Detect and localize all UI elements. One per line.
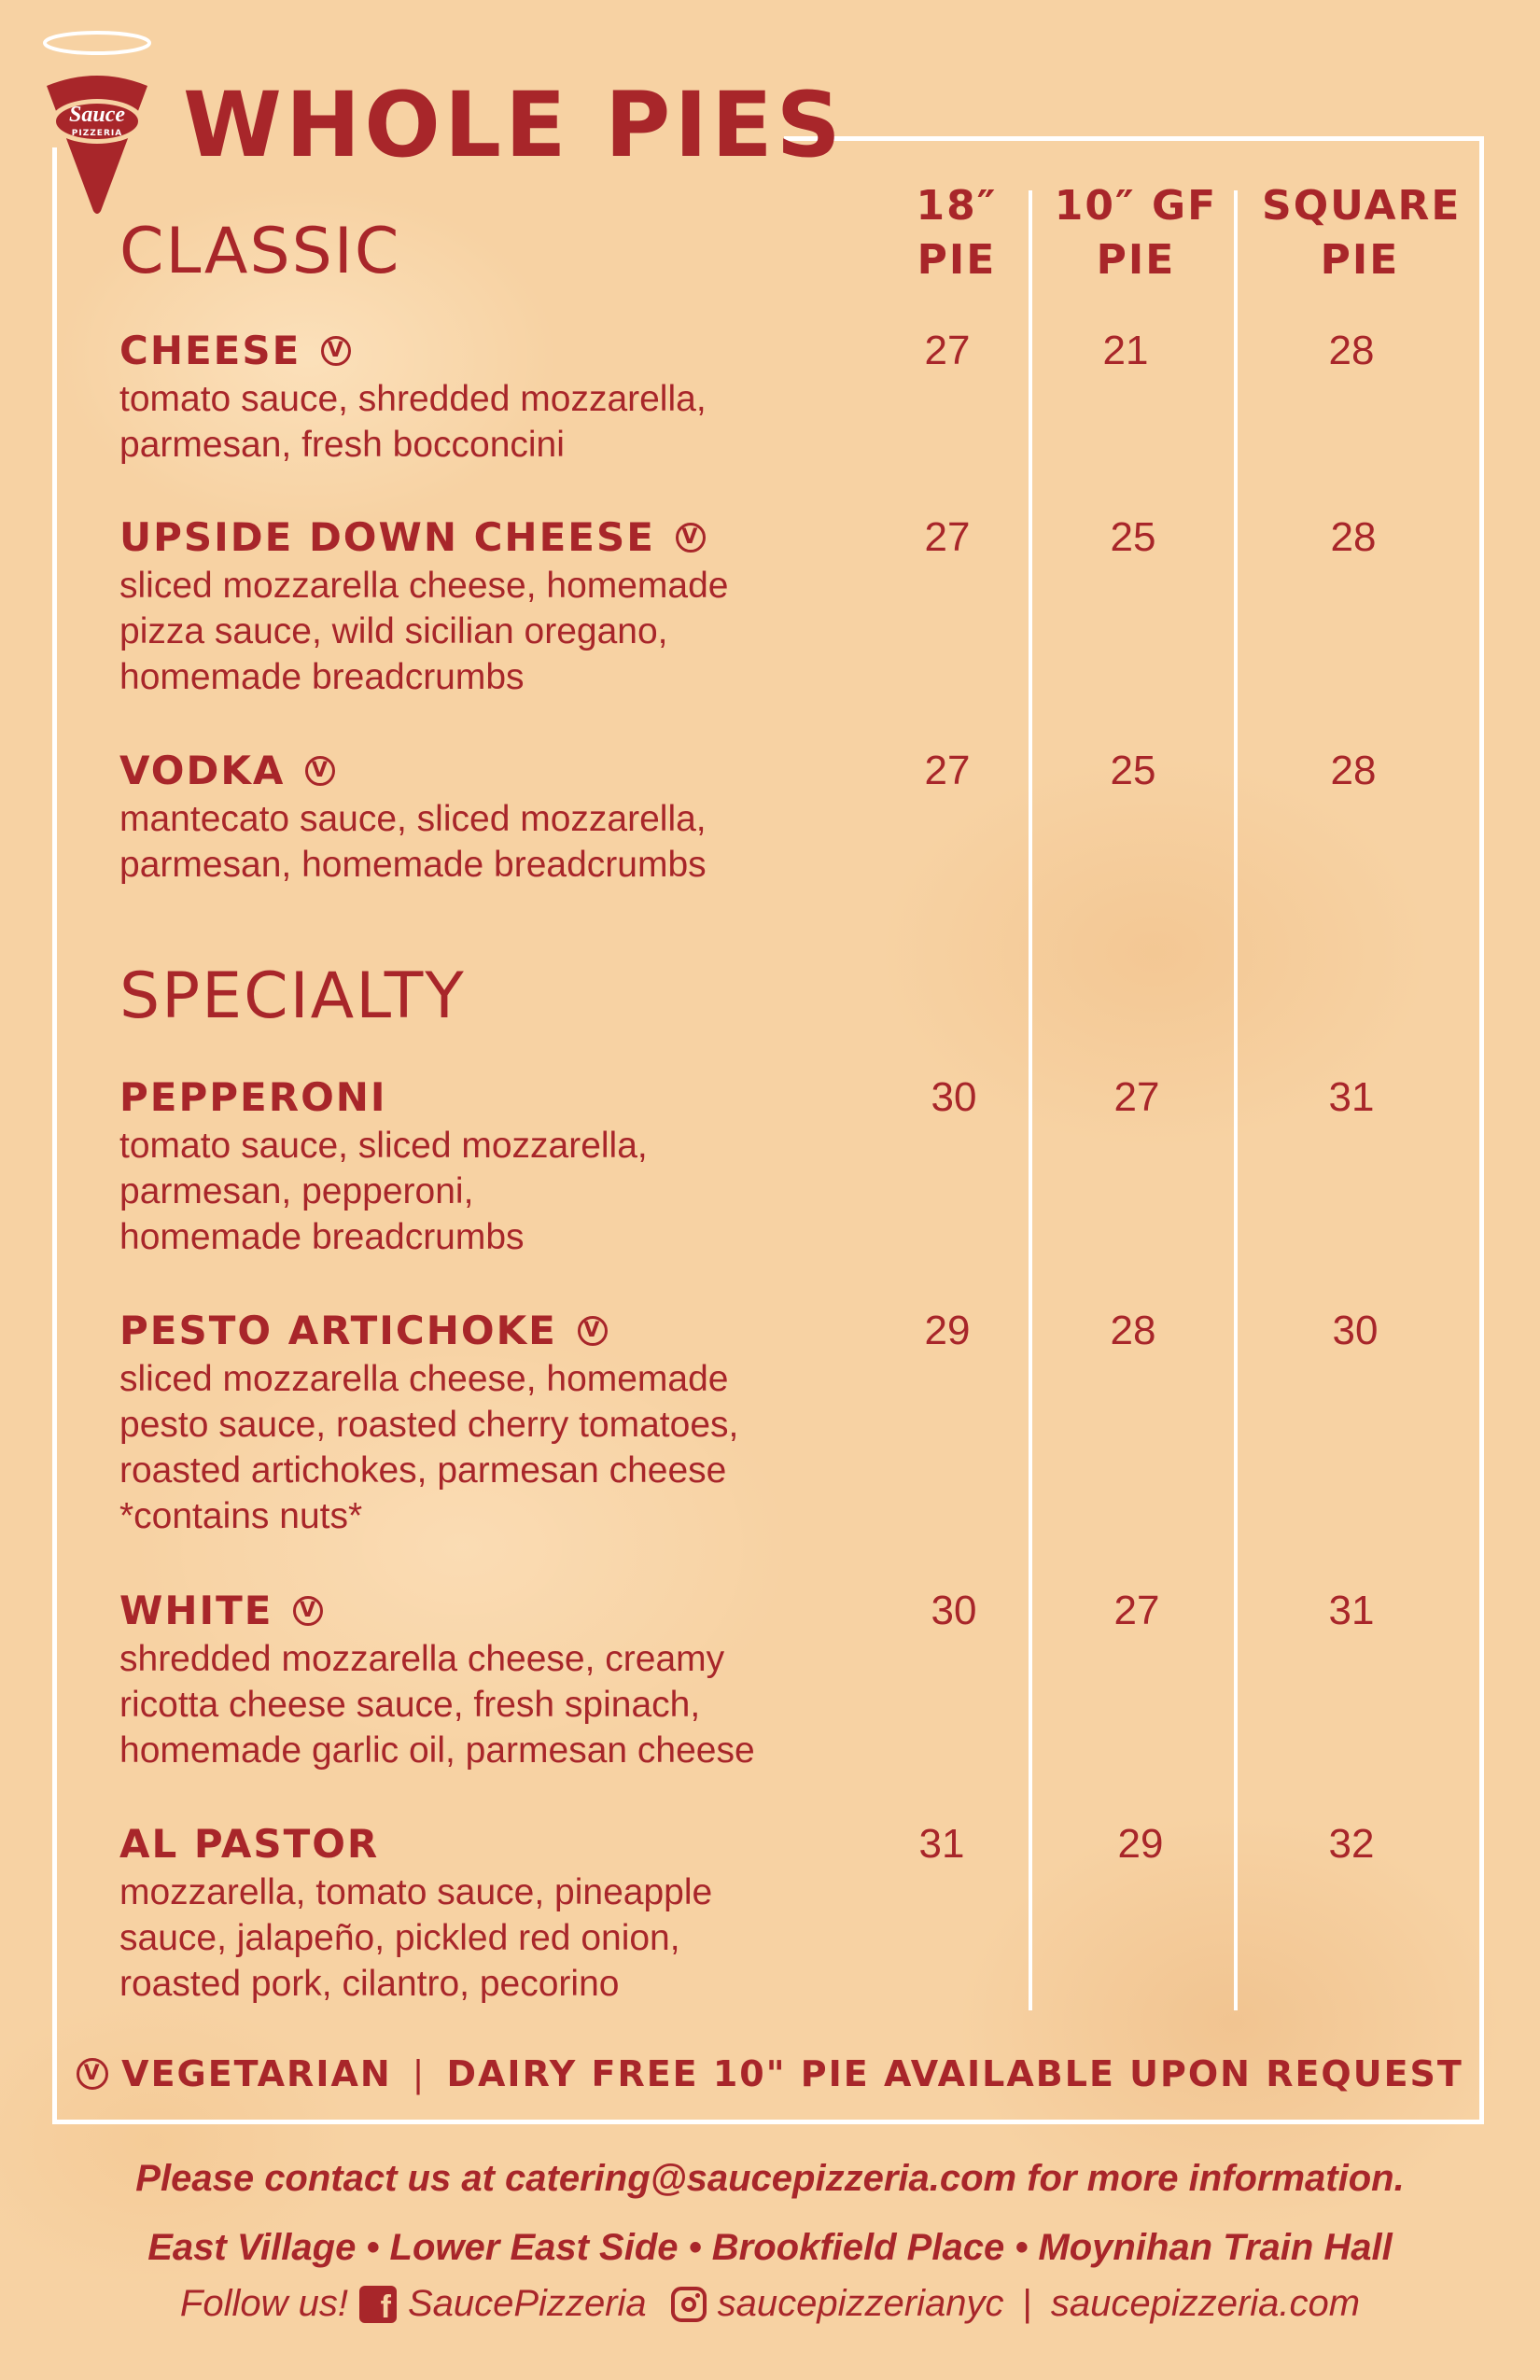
legend [0, 2053, 1540, 2094]
price-square-pie: 28 [1330, 748, 1377, 793]
footer-contact: Please contact us at catering@saucepizzeria.com for more information. [135, 2158, 1405, 2199]
vegetarian-icon: V [676, 523, 706, 553]
price-square-pie: 32 [1328, 1821, 1375, 1867]
price-10-gf-pie: 28 [1110, 1308, 1156, 1353]
website-link[interactable]: saucepizzeria.com [1050, 2283, 1361, 2324]
legend-dairy-free-note: DAIRY FREE 10" PIE AVAILABLE UPON REQUEST [446, 2053, 1463, 2094]
follow-label: Follow us! [179, 2283, 348, 2324]
menu-item-al-pastor [119, 1821, 922, 2007]
price-10-gf-pie: 25 [1110, 514, 1156, 560]
footer-locations: East Village • Lower East Side • Brookfield Place • Moynihan Train Hall [147, 2227, 1393, 2268]
sauce-logo-icon [35, 28, 157, 215]
menu-item-vodka [119, 748, 922, 888]
vegetarian-icon: V [578, 1316, 608, 1346]
facebook-icon: f [359, 2286, 397, 2323]
price-square-pie: 28 [1330, 514, 1377, 560]
legend-separator: | [412, 2053, 427, 2094]
footer-follow [0, 2283, 1540, 2325]
svg-text:PIZZERIA: PIZZERIA [71, 129, 123, 138]
price-square-pie: 31 [1328, 1588, 1375, 1633]
column-header-square-pie: SQUARE PIE [1262, 182, 1462, 284]
item-description: mozzarella, tomato sauce, pineapple sauce, jalapeño, pickled red onion, roasted pork, cilantro, pecorino [119, 1872, 713, 2004]
price-square-pie: 31 [1328, 1074, 1375, 1120]
price-18-pie: 29 [924, 1308, 971, 1353]
price-10-gf-pie: 21 [1102, 328, 1149, 373]
price-10-gf-pie: 25 [1110, 748, 1156, 793]
svg-text:Sauce: Sauce [69, 103, 125, 127]
menu-item-white [119, 1588, 922, 1773]
facebook-handle[interactable]: SaucePizzeria [407, 2283, 647, 2324]
price-18-pie: 27 [924, 514, 971, 560]
vegetarian-icon: V [77, 2058, 108, 2090]
item-name: CHEESE [119, 328, 301, 373]
column-header-10-gf-pie: 10″ GF PIE [1054, 182, 1218, 284]
item-name: UPSIDE DOWN CHEESE [119, 514, 655, 560]
item-name: VODKA [119, 748, 286, 793]
instagram-icon [671, 2287, 707, 2322]
price-18-pie: 31 [918, 1821, 965, 1867]
item-description: sliced mozzarella cheese, homemade pizza sauce, wild sicilian oregano, homemade breadcrumbs [119, 566, 729, 697]
legend-vegetarian: VEGETARIAN [121, 2053, 392, 2094]
menu-item-upside-down-cheese [119, 514, 922, 700]
price-square-pie: 28 [1328, 328, 1375, 373]
price-10-gf-pie: 27 [1113, 1074, 1160, 1120]
item-description: tomato sauce, shredded mozzarella, parmesan, fresh bocconcini [119, 379, 707, 465]
vegetarian-icon: V [321, 336, 351, 366]
menu-item-pesto-artichoke [119, 1308, 922, 1539]
column-divider-2 [1234, 190, 1238, 2010]
price-10-gf-pie: 27 [1113, 1588, 1160, 1633]
menu-item-cheese [119, 328, 922, 468]
menu-item-pepperoni [119, 1074, 922, 1260]
section-heading-specialty: SPECIALTY [119, 959, 466, 1033]
price-18-pie: 30 [931, 1588, 977, 1633]
footer-separator: | [1022, 2283, 1032, 2324]
column-header-18-pie: 18″ PIE [916, 182, 998, 284]
item-name: PEPPERONI [119, 1074, 387, 1120]
vegetarian-icon: V [305, 756, 335, 786]
item-description: sliced mozzarella cheese, homemade pesto sauce, roasted cherry tomatoes, roasted artichokes, parmesan cheese *contains nuts* [119, 1359, 739, 1536]
price-18-pie: 27 [924, 328, 971, 373]
item-name: WHITE [119, 1588, 273, 1633]
instagram-handle[interactable]: saucepizzerianyc [717, 2283, 1004, 2324]
section-heading-classic: CLASSIC [119, 215, 401, 288]
column-divider-1 [1029, 190, 1032, 2010]
item-description: mantecato sauce, sliced mozzarella, parmesan, homemade breadcrumbs [119, 799, 707, 885]
price-18-pie: 30 [931, 1074, 977, 1120]
item-name: PESTO ARTICHOKE [119, 1308, 557, 1353]
item-name: AL PASTOR [119, 1821, 380, 1867]
price-10-gf-pie: 29 [1117, 1821, 1164, 1867]
vegetarian-icon: V [293, 1596, 323, 1626]
item-description: tomato sauce, sliced mozzarella, parmesan, pepperoni, homemade breadcrumbs [119, 1126, 648, 1257]
price-18-pie: 27 [924, 748, 971, 793]
price-square-pie: 30 [1332, 1308, 1379, 1353]
page-title: WHOLE PIES [183, 73, 845, 177]
item-description: shredded mozzarella cheese, creamy ricotta cheese sauce, fresh spinach, homemade garlic oil, parmesan cheese [119, 1639, 755, 1771]
